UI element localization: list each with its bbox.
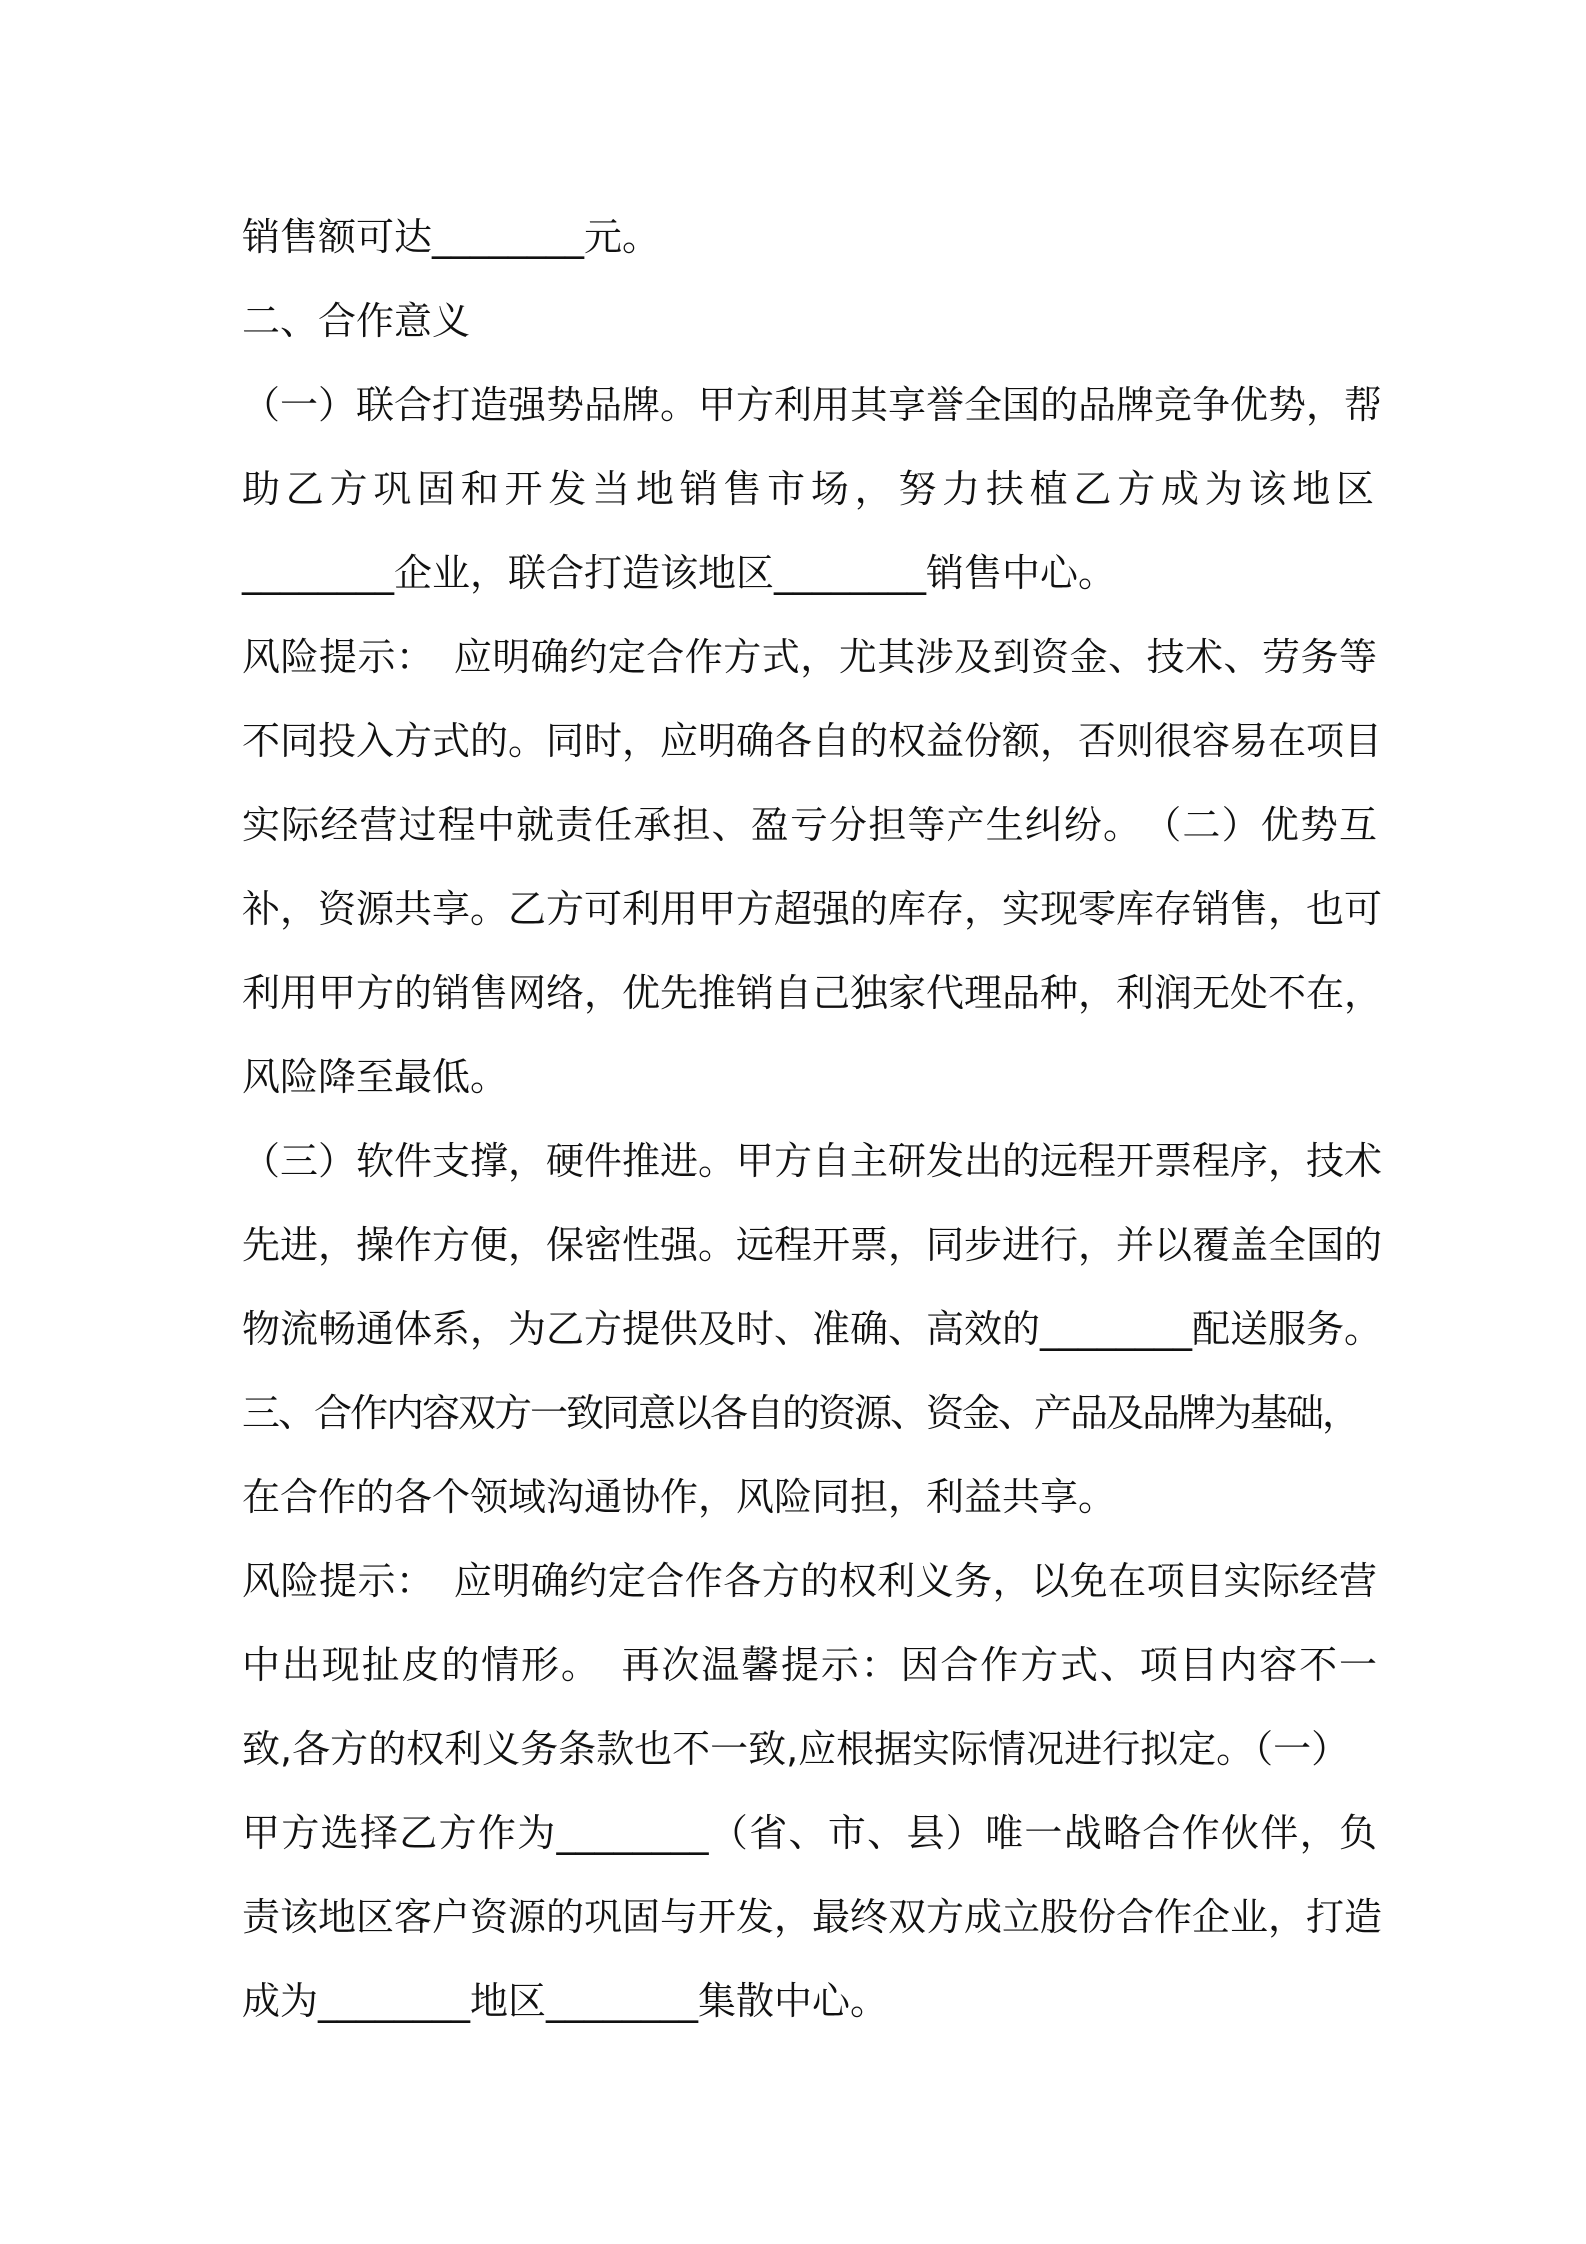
text-line-12: （三）软件支撑，硬件推进。甲方自主研发出的远程开票程序，技术	[242, 1139, 1383, 1183]
text-line-3: （一）联合打造强势品牌。甲方利用其享誉全国的品牌竞争优势，帮	[242, 383, 1383, 427]
text-line-5: ________企业，联合打造该地区________销售中心。	[242, 551, 1117, 595]
section-heading-cooperation-significance: 二、合作意义	[242, 299, 471, 343]
risk-note-2-line-3: 致,各方的权利义务条款也不一致,应根据实际情况进行拟定。（一）	[242, 1727, 1350, 1771]
text-line-9: 补，资源共享。乙方可利用甲方超强的库存，实现零库存销售，也可	[242, 887, 1383, 931]
text-line-11: 风险降至最低。	[242, 1055, 509, 1099]
document-body	[242, 195, 1383, 2043]
text-line-16: 在合作的各个领域沟通协作，风险同担，利益共享。	[242, 1475, 1117, 1519]
risk-note-1-line-3: 实际经营过程中就责任承担、盈亏分担等产生纠纷。 （二）优势互	[242, 803, 1377, 847]
text-line-20: 甲方选择乙方作为________（省、市、县）唯一战略合作伙伴，负	[242, 1811, 1377, 1855]
text-line-13: 先进，操作方便，保密性强。远程开票，同步进行，并以覆盖全国的	[242, 1223, 1383, 1267]
text-line-14: 物流畅通体系，为乙方提供及时、准确、高效的________配送服务。	[242, 1307, 1383, 1351]
text-line-1: 销售额可达________元。	[242, 215, 661, 259]
risk-note-2-line-2: 中出现扯皮的情形。 再次温馨提示：因合作方式、项目内容不一	[242, 1643, 1377, 1687]
text-line-4: 助乙方巩固和开发当地销售市场，努力扶植乙方成为该地区	[242, 467, 1377, 511]
text-line-10: 利用甲方的销售网络，优先推销自己独家代理品种，利润无处不在，	[242, 971, 1383, 1015]
risk-note-1-line-2: 不同投入方式的。同时，应明确各自的权益份额，否则很容易在项目	[242, 719, 1383, 763]
risk-note-1-line-1: 风险提示： 应明确约定合作方式，尤其涉及到资金、技术、劳务等	[242, 635, 1377, 679]
section-heading-cooperation-content: 三、合作内容双方一致同意以各自的资源、资金、产品及品牌为基础，	[242, 1391, 1359, 1435]
text-line-22: 成为________地区________集散中心。	[242, 1979, 889, 2023]
risk-note-2-line-1: 风险提示： 应明确约定合作各方的权利义务，以免在项目实际经营	[242, 1559, 1377, 1603]
text-line-21: 责该地区客户资源的巩固与开发，最终双方成立股份合作企业，打造	[242, 1895, 1383, 1939]
